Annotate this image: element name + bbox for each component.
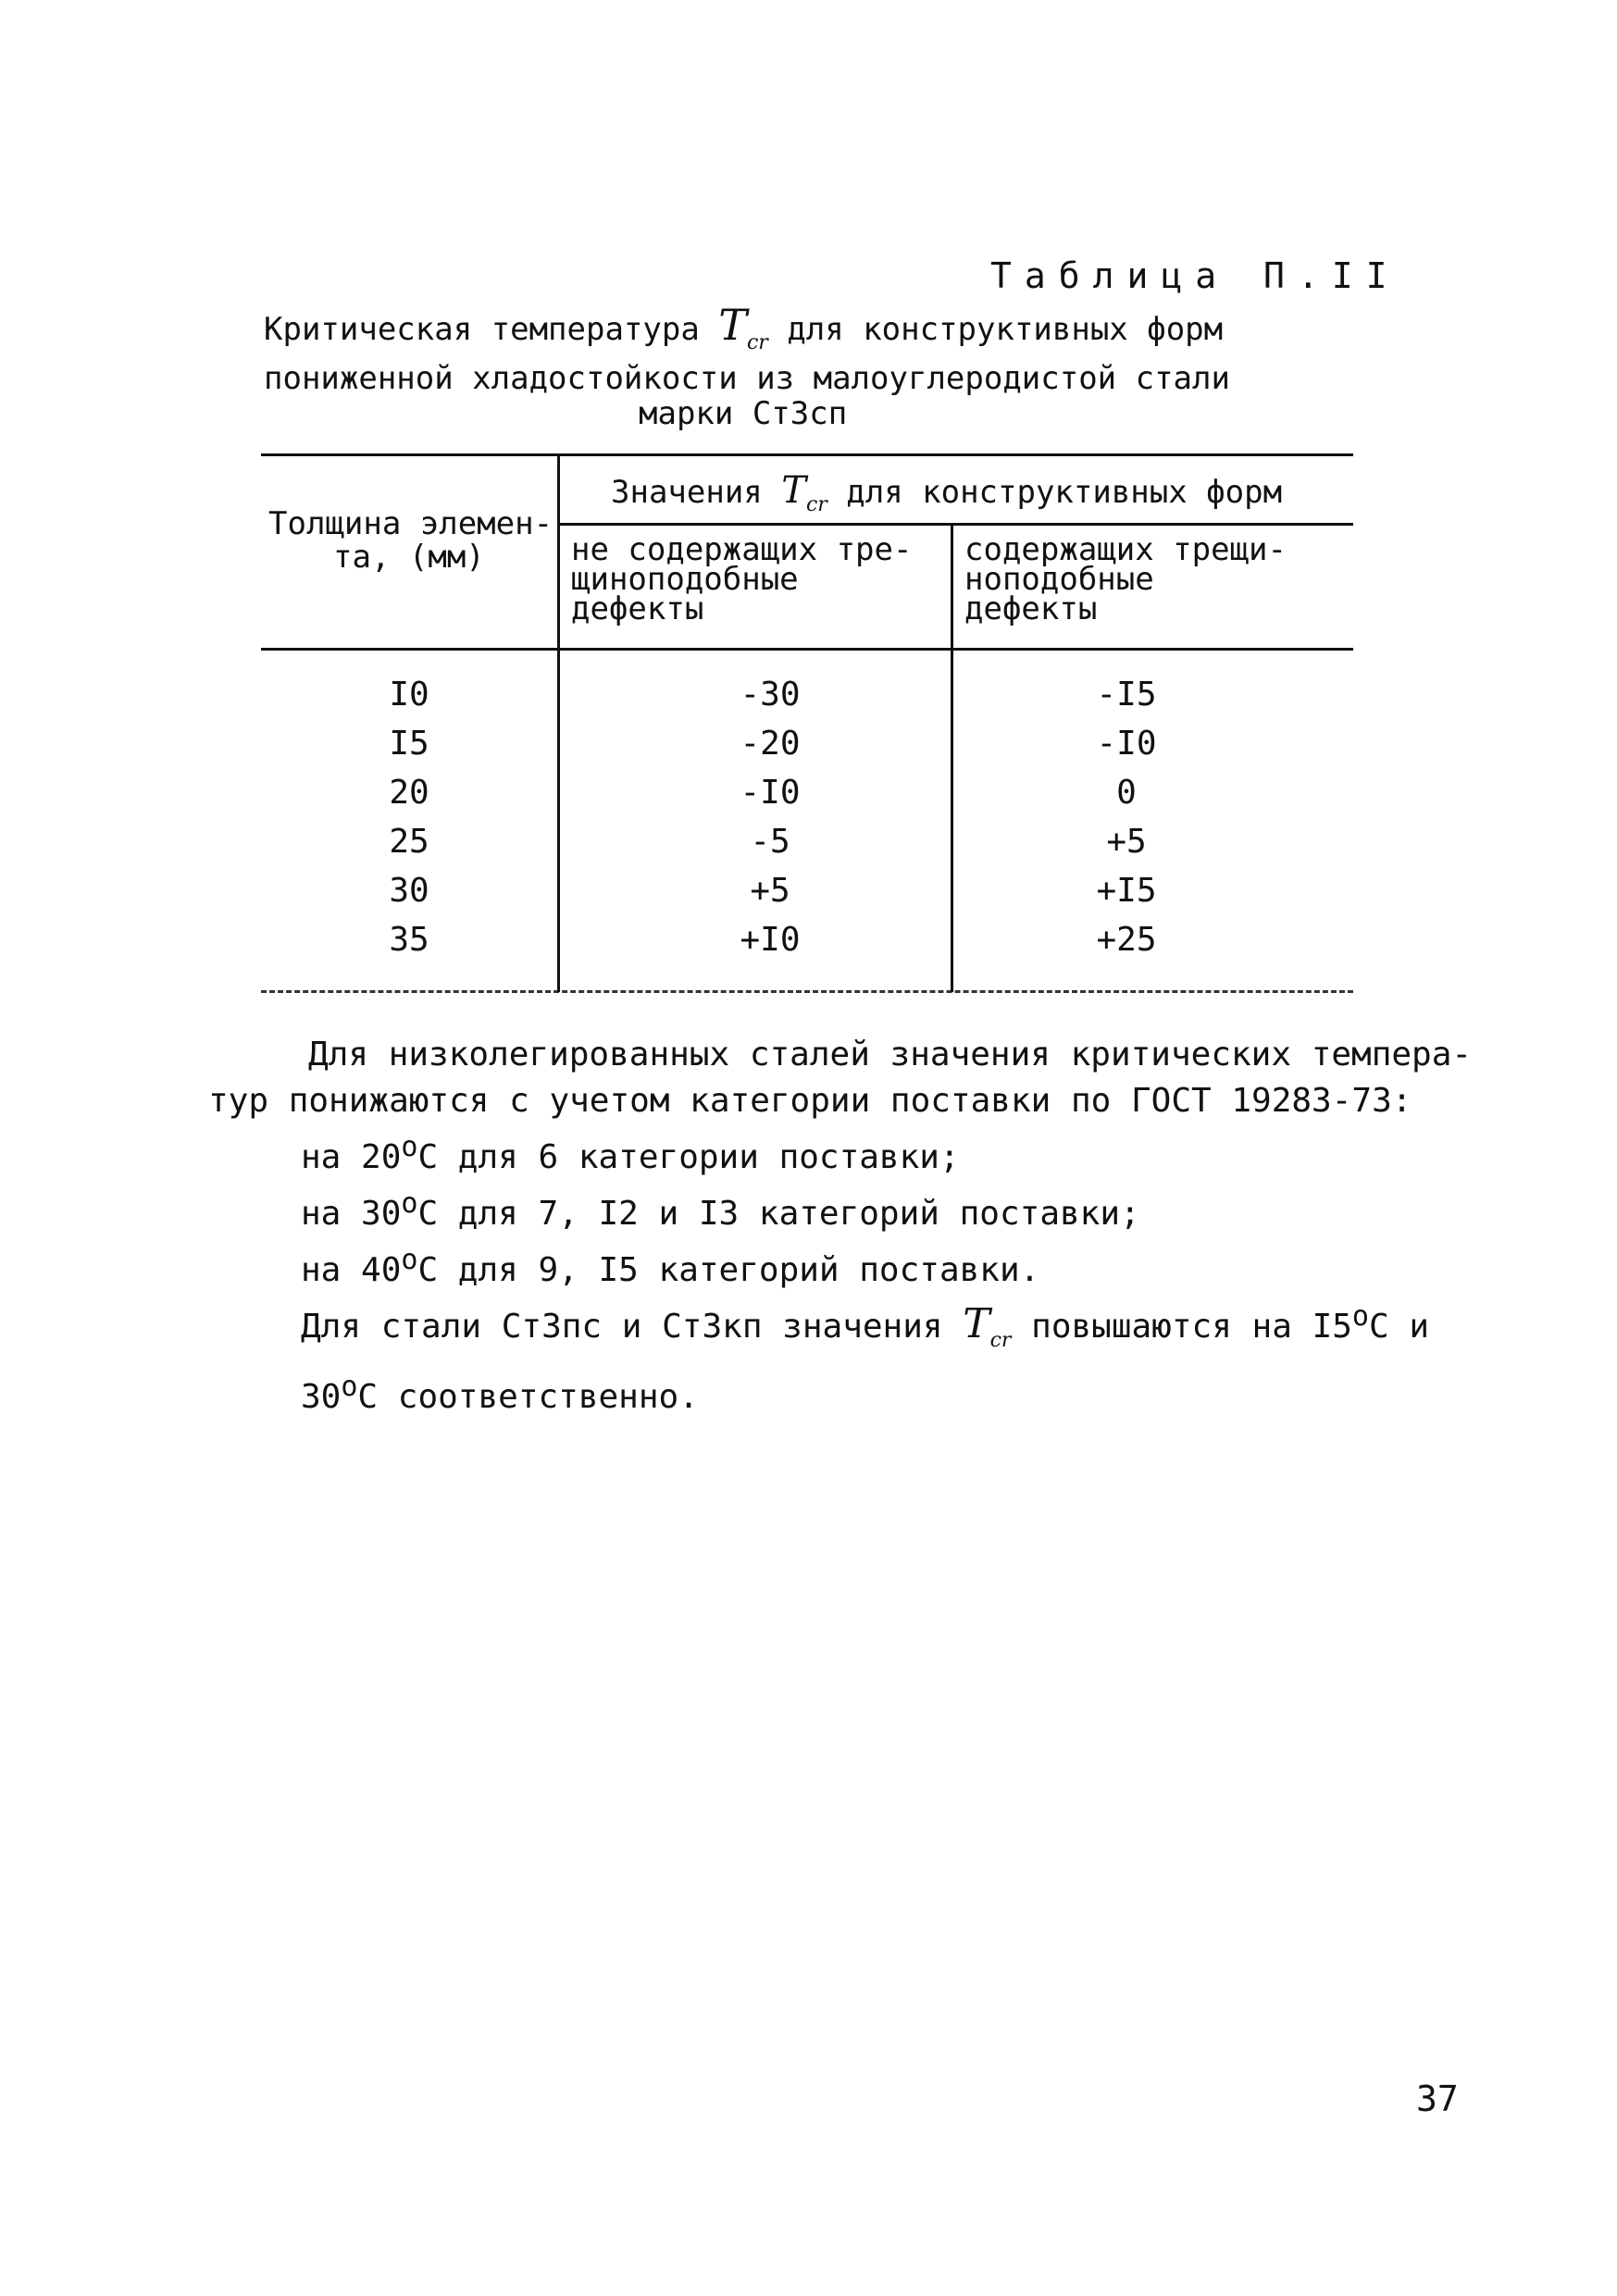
table-top-rule (261, 453, 1353, 456)
table-col-rule-1 (557, 453, 560, 992)
caption-line-2: пониженной хладостойкости из малоуглеродистой стали (264, 360, 1230, 398)
paragraph-1-line-2: тур понижаются с учетом категории поставки по ГОСТ 19283-73: (208, 1082, 1412, 1120)
col-thickness-header: Толщина элемен- та, (мм) (268, 505, 554, 576)
caption-line-1: Критическая температура $T_{cr}$ для конструктивных форм (264, 300, 1224, 355)
header-bottom-rule (261, 648, 1353, 651)
paragraph-1-line-1: Для низколегированных сталей значения критических темпера- (308, 1036, 1473, 1074)
table-label: Таблица П.II (990, 255, 1400, 296)
list-item: на $30^оС$ для 7, I2 и I3 категорий поставки; (301, 1187, 1140, 1233)
critical-temperature-table: Толщина элемен- та, (мм) Значения $T_{cr}$ для конструктивных форм не содержащих тре- щиноподобные дефекты содержащих трещи- ноподобные дефекты I0 -30 -I5 I5 -20 -I0 20 -I0 0 25 -5 +5 30 +5 +I5 35 +I0 +25 (261, 453, 1353, 999)
list-item: на $20^оС$ для 6 категории поставки; (301, 1131, 960, 1176)
group-header-rule (557, 523, 1353, 526)
col-no-cracks-header: не содержащих тре- щиноподобные дефекты (571, 531, 913, 627)
table-col-rule-2 (951, 523, 953, 992)
table-bottom-rule (261, 990, 1353, 993)
tcr-symbol: $T_{cr}$ (718, 300, 768, 355)
page-number: 37 (1416, 2079, 1459, 2119)
paragraph-2-line-1: Для стали Ст3пс и Ст3кп значения $T_{cr}$ повышаются на $I5^оС$ и (301, 1300, 1430, 1352)
table-caption (264, 300, 1282, 433)
paragraph-2-line-2: $30^оС$ соответственно. (301, 1370, 699, 1416)
col-with-cracks-header: содержащих трещи- ноподобные дефекты (964, 531, 1287, 627)
caption-line-3: марки Ст3сп (639, 395, 848, 433)
list-item: на $40^оС$ для 9, I5 категорий поставки. (301, 1244, 1040, 1289)
group-header: Значения $T_{cr}$ для конструктивных форм (611, 469, 1283, 516)
body-text (208, 1032, 1486, 1421)
